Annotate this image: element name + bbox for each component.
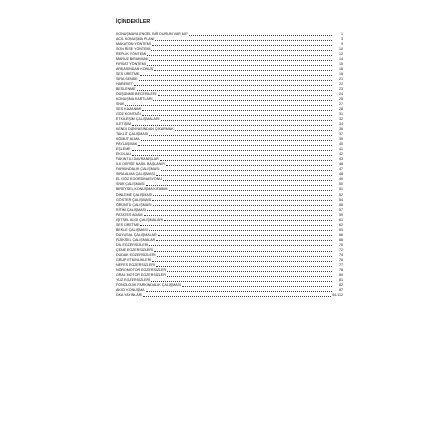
toc-entry-label: TAKLİT ÇALIŞMASI: [116, 132, 149, 137]
dot-leader: [152, 45, 332, 46]
dot-leader: [175, 130, 332, 131]
dot-leader: [154, 251, 332, 252]
toc-entry-page-number: 3: [341, 37, 343, 42]
dot-leader: [140, 225, 332, 226]
toc-entry-page-number: 52: [339, 192, 343, 197]
dot-leader: [182, 286, 332, 287]
toc-entry-page-number: 54: [339, 197, 343, 202]
toc-entry-page-number: 68: [339, 237, 343, 242]
dot-leader: [161, 120, 332, 121]
dot-leader: [151, 50, 332, 51]
dot-leader: [134, 85, 332, 86]
toc-entry-label: FİZİKSEL ÇALIŞMALAR: [116, 237, 156, 242]
toc-entry-label: NEFES EGZERSİZLERİ: [116, 262, 155, 267]
dot-leader: [132, 125, 332, 126]
toc-entry-label: FARKINDALIK ÇALIŞMASI: [116, 167, 160, 172]
toc-entry-label: SNIK: [116, 102, 125, 107]
toc-entry-label: GÖZ KONTAĞI: [116, 112, 141, 117]
dot-leader: [152, 261, 332, 262]
toc-entry-page-number: 87: [339, 287, 343, 292]
dot-leader: [142, 110, 332, 111]
toc-entry-label: AKICI KONUŞMA: [116, 287, 145, 292]
toc-entry-label: ARKASINDAN KONUŞ: [116, 67, 154, 72]
toc-entry-label: ORAL MOTOR EGZERSİZLER: [116, 272, 166, 277]
toc-entry-page-number: 70: [339, 242, 343, 247]
toc-entry-page-number: 61: [339, 217, 343, 222]
toc-entry-page-number: 32: [339, 117, 343, 122]
dot-leader: [144, 215, 333, 216]
toc-entry-page-number: 48: [339, 172, 343, 177]
dot-leader: [163, 180, 332, 181]
toc-entry-page-number: 28: [339, 107, 343, 112]
toc-entry-page-number: 23: [339, 87, 343, 92]
dot-leader: [164, 220, 332, 221]
dot-leader: [166, 165, 332, 166]
toc-entry-label: EŞLEME: [116, 147, 131, 152]
toc-entry-label: İLK DERSE NASIL BAŞLANIR: [116, 162, 165, 167]
toc-entry-label: DİL EGZERSİZLERİ: [116, 242, 149, 247]
toc-entry-page-number: 25: [339, 97, 343, 102]
toc-entry-label: KONUŞMA KARTLARI: [116, 97, 153, 102]
dot-leader: [169, 190, 332, 191]
toc-entry-page-number: 49: [339, 177, 343, 182]
toc-entry-label: GRUP ETKİNLİKLERİ: [116, 257, 152, 262]
dot-leader: [151, 281, 332, 282]
dot-leader: [141, 140, 333, 141]
toc-entry-page-number: 80: [339, 272, 343, 277]
toc-entry-label: HAREKET: [116, 82, 133, 87]
toc-entry-label: KONUŞMAYA ENGEL BİR DURUM VAR MI?: [116, 32, 188, 36]
toc-entry-page-number: 16: [339, 67, 343, 72]
dot-leader: [149, 245, 332, 246]
dot-leader: [146, 291, 332, 292]
toc-entry-label: MAKATON YÖNTEMİ: [116, 42, 151, 47]
toc-entry: [116, 293, 343, 298]
toc-entry-label: FIRSAT YÖNTEMİ: [116, 62, 146, 67]
toc-entry-label: SES ÜRETME: [116, 72, 140, 77]
dot-leader: [167, 271, 332, 272]
dot-leader: [154, 70, 332, 71]
table-of-contents: [116, 32, 343, 298]
toc-entry-page-number: 40: [339, 142, 343, 147]
toc-entry-page-number: 18: [339, 72, 343, 77]
dot-leader: [147, 210, 332, 211]
dot-leader: [153, 205, 332, 206]
toc-entry-page-number: 31: [339, 112, 343, 117]
toc-entry-label: SES ÜRETME: [116, 222, 140, 227]
dot-leader: [147, 55, 332, 56]
toc-entry-label: ACİL KONUŞMA PLANI: [116, 37, 155, 42]
toc-entry-page-number: 56: [339, 202, 343, 207]
toc-entry-page-number: 27: [339, 102, 343, 107]
toc-entry-page-number: 66: [339, 232, 343, 237]
toc-entry-page-number: 36: [339, 127, 343, 132]
dot-leader: [143, 296, 331, 297]
dot-leader: [156, 240, 332, 241]
toc-entry-label: SON RİSE YÖNTEMİ: [116, 47, 151, 52]
toc-entry-label: FAKINTILI DAVRANIŞLAR: [116, 157, 159, 162]
toc-entry-label: SES KAZANIMI: [116, 107, 142, 112]
toc-entry-label: BEKLE ÇALIŞMASI: [116, 227, 148, 232]
dot-leader: [140, 75, 332, 76]
dot-leader: [147, 65, 332, 66]
toc-entry-page-number: 21: [339, 77, 343, 82]
toc-entry-page-number: 37: [339, 132, 343, 137]
toc-entry-label: ETKİLEŞİM ÇALIŞMALARI: [116, 117, 160, 122]
toc-entry-label: DUDAK EGZERSİZLERİ: [116, 252, 156, 257]
toc-entry-label: EKOLALİ: [116, 152, 131, 157]
dot-leader: [161, 170, 332, 171]
dot-leader: [137, 90, 332, 91]
toc-entry-label: DİNLEME ÇALIŞMASI: [116, 192, 153, 197]
dot-leader: [149, 230, 332, 231]
toc-entry-page-number: 22: [339, 82, 343, 87]
dot-leader: [132, 155, 332, 156]
dot-leader: [157, 256, 332, 257]
dot-leader: [125, 105, 332, 106]
toc-entry-page-number: 43: [339, 157, 343, 162]
toc-entry-label: DÜŞÜNME BECERİLERİ: [116, 92, 157, 97]
toc-entry-page-number: 78: [339, 267, 343, 272]
toc-entry-label: ÖRÜNTÜ ÇALIŞMASI: [116, 202, 152, 207]
toc-entry-page-number: 77: [339, 262, 343, 267]
dot-leader: [153, 100, 332, 101]
dot-leader: [149, 60, 332, 61]
toc-entry-label: PAYLAŞMAK: [116, 142, 138, 147]
dot-leader: [158, 95, 332, 96]
toc-entry-label: YÜZ EGZERSİZLERİ: [116, 277, 151, 282]
toc-entry-page-number: 14: [339, 57, 343, 62]
dot-leader: [142, 115, 332, 116]
toc-entry-page-number: 50: [339, 182, 343, 187]
dot-leader: [158, 235, 332, 236]
toc-entry-page-number: 41: [339, 147, 343, 152]
dot-leader: [160, 160, 332, 161]
toc-entry-label: NÖROMOTOR EGZERSİZLER: [116, 267, 167, 272]
page-title: İÇİNDEKİLER: [116, 19, 151, 25]
toc-entry-page-number: 81: [339, 277, 343, 282]
dot-leader: [153, 195, 332, 196]
dot-leader: [132, 150, 332, 151]
toc-entry-label: RİTİM ÇALIŞMASI: [116, 207, 146, 212]
toc-entry-page-number: 59: [339, 212, 343, 217]
toc-entry-page-number: 12: [339, 52, 343, 57]
toc-entry-label: SNIK ÇALIŞMASI: [116, 182, 145, 187]
toc-entry-label: REPLİK YÖNTEMİ: [116, 52, 147, 57]
toc-entry-label: FONOLOJİK FARKINDALIK ÇALIŞMASI: [116, 282, 181, 287]
toc-entry-page-number: 1: [341, 32, 343, 36]
dot-leader: [156, 175, 332, 176]
toc-entry-label: MARUZ BIRAKMAK: [116, 57, 149, 62]
toc-entry-page-number: 51: [339, 187, 343, 192]
toc-entry-page-number: 9: [341, 42, 343, 47]
toc-entry-page-number: 72: [339, 247, 343, 252]
toc-entry-page-number: 63: [339, 227, 343, 232]
toc-entry-label: EL GÖZ KOORDİNASYONU: [116, 177, 162, 182]
dot-leader: [146, 185, 332, 186]
toc-entry-label: DUYUSAL ÇALIŞMALAR: [116, 232, 157, 237]
dot-leader: [152, 200, 332, 201]
toc-entry-page-number: 46: [339, 162, 343, 167]
toc-entry-page-number: 82: [339, 282, 343, 287]
toc-entry-page-number: 10: [339, 47, 343, 52]
dot-leader: [189, 35, 332, 36]
toc-entry-page-number: 62: [339, 222, 343, 227]
toc-entry-label: SIRA SENDE: [116, 77, 138, 82]
dot-leader: [156, 266, 332, 267]
toc-entry-page-number: 39: [339, 137, 343, 142]
toc-entry-label: İŞİTSEL ALGI ÇALIŞMALARI: [116, 217, 164, 222]
dot-leader: [155, 40, 332, 41]
toc-entry-page-number: 57: [339, 207, 343, 212]
toc-entry-label: BESLENME: [116, 87, 136, 92]
toc-entry-label: KENDİ DÜNYASINDAN ÇIKARMAK: [116, 127, 174, 132]
dot-leader: [149, 135, 332, 136]
toc-entry-label: BİREYSEL KONUŞMA KİTABIM: [116, 187, 168, 192]
toc-entry-label: GÖSTER ÇALIŞMASI: [116, 197, 152, 202]
toc-entry-label: DKA YAYINLARI: [116, 292, 143, 297]
toc-entry-page-number: 47: [339, 167, 343, 172]
toc-entry-page-number: 42: [339, 152, 343, 157]
toc-entry-label: İLETİŞİM: [116, 122, 131, 127]
toc-entry-page-number: 76: [339, 257, 343, 262]
toc-entry-page-number: 74: [339, 252, 343, 257]
dot-leader: [167, 276, 332, 277]
dot-leader: [139, 80, 332, 81]
dot-leader: [138, 145, 332, 146]
toc-entry-label: KOMUT ALMA: [116, 137, 140, 142]
toc-entry-page-number: 34: [339, 122, 343, 127]
toc-entry-page-number: 94-112: [332, 292, 343, 297]
toc-entry-label: PATATES ADAM: [116, 212, 143, 217]
toc-entry-label: ÇENE EGZERSİZLERİ: [116, 247, 153, 252]
toc-entry-page-number: 15: [339, 62, 343, 67]
toc-entry-label: SIRA ALMA ÇALIŞMASI: [116, 172, 155, 177]
toc-entry-page-number: 24: [339, 92, 343, 97]
